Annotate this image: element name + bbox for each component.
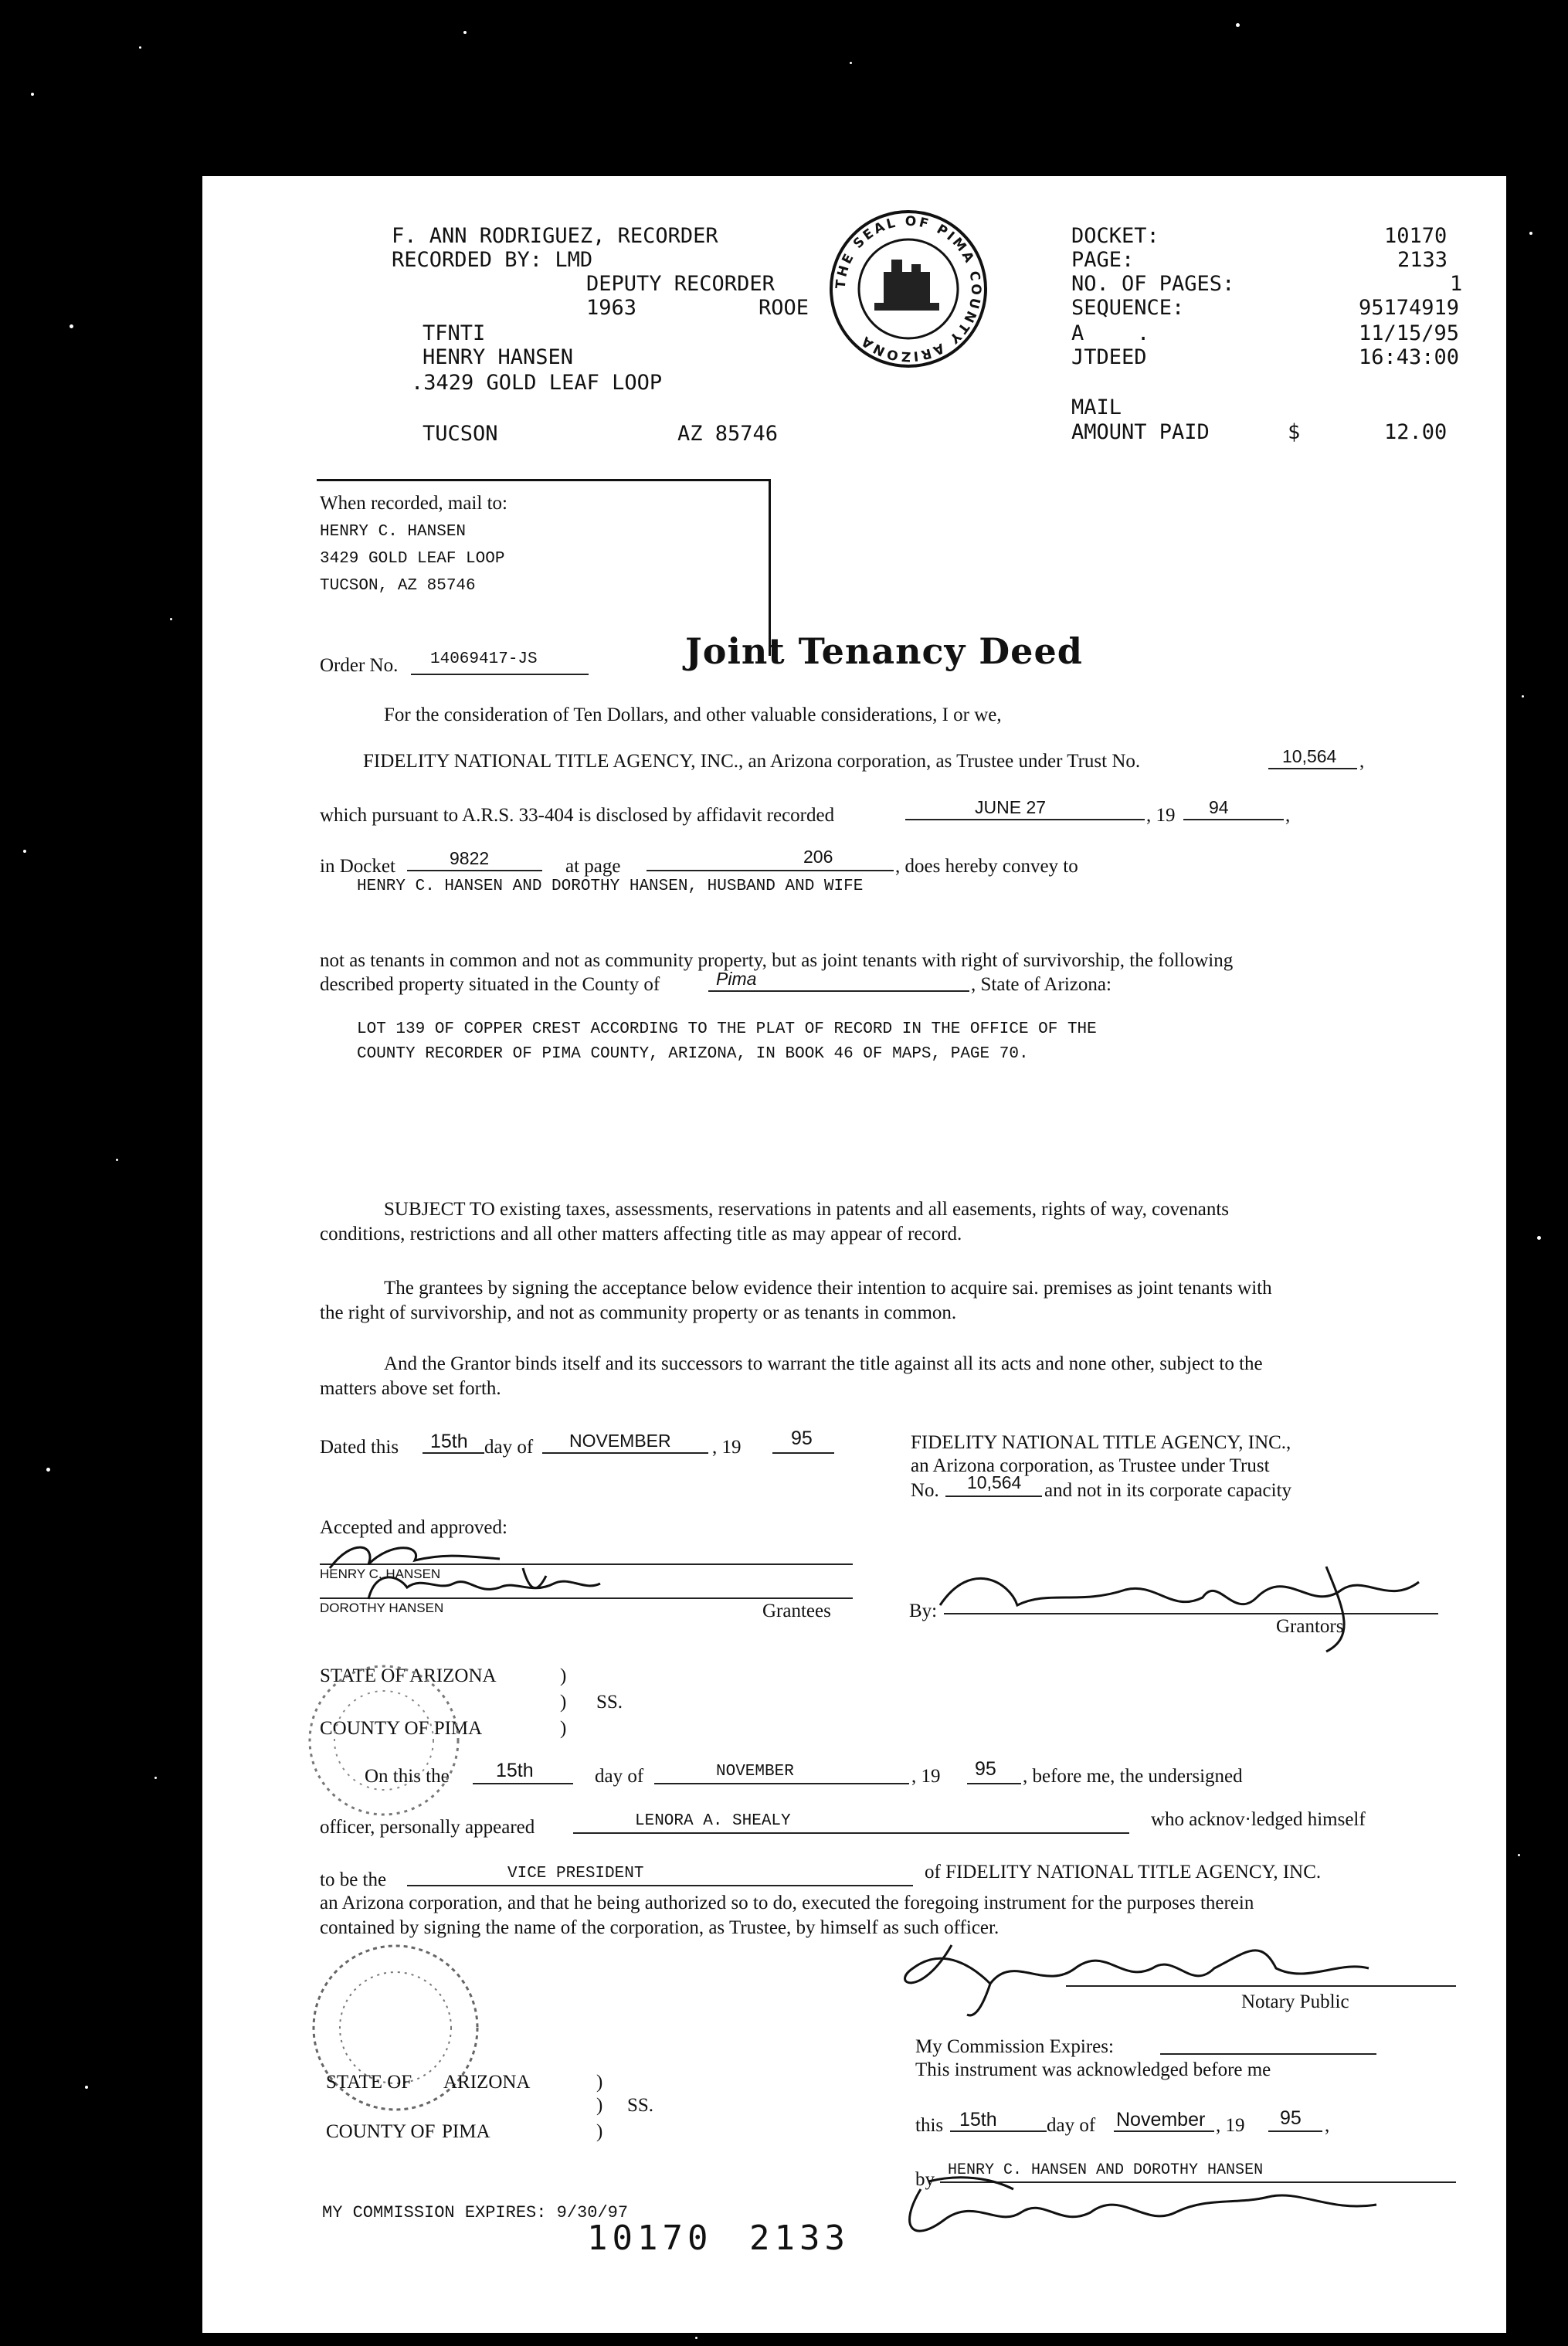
notary2-county-label: COUNTY OF: [326, 2121, 436, 2142]
svg-text:THE SEAL OF PIMA COUNTY ARIZON: THE SEAL OF PIMA COUNTY ARIZONA: [833, 213, 984, 365]
trust-number: 10,564: [1282, 746, 1337, 766]
mail-to-street: 3429 GOLD LEAF LOOP: [320, 550, 505, 568]
notary2-ss: SS.: [627, 2095, 654, 2116]
sequence-label: SEQUENCE:: [1071, 296, 1185, 320]
grantor-block-capacity: and not in its corporate capacity: [1044, 1480, 1292, 1501]
notary-signature-1: [890, 1922, 1446, 2022]
notary1-month: NOVEMBER: [716, 1763, 794, 1781]
order-label: Order No.: [320, 655, 399, 676]
county-name: Pima: [716, 969, 757, 989]
docket-label: DOCKET:: [1071, 224, 1159, 248]
mail-to-name: HENRY C. HANSEN: [320, 523, 467, 541]
party-code: TFNTI: [423, 321, 486, 345]
legal-description-1: LOT 139 OF COPPER CREST ACCORDING TO THE PLAT OF RECORD IN THE OFFICE OF THE: [357, 1020, 1097, 1038]
legal-description-2: COUNTY RECORDER OF PIMA COUNTY, ARIZONA, IN BOOK 46 OF MAPS, PAGE 70.: [357, 1045, 1029, 1063]
a-label: A: [1071, 321, 1084, 345]
party-address: .3429 GOLD LEAF LOOP: [411, 371, 663, 395]
grantor-warrant-2: matters above set forth.: [320, 1378, 501, 1399]
grantor-text: FIDELITY NATIONAL TITLE AGENCY, INC., an Arizona corporation, as Trustee under Trust No.: [363, 751, 1141, 772]
deed-document: F. ANN RODRIGUEZ, RECORDER RECORDED BY: LMD DEPUTY RECORDER 1963 ROOE TFNTI HENRY HANSEN .3429 GOLD LEAF LOOP TUCSON AZ 85746 THE SEAL OF PIMA COUNTY ARIZONA DOCKET: 10170 PAGE: 2133 NO. OF PAGES: 1 SEQUENCE: 95174919 A . 11/15/95 JTDEED 16:43:00 MAIL AMOUNT PAID $ 12.00 When recorded, mail to: HENRY C. HANSEN 3429 GOLD LEAF LOOP TUCSON, AZ 85746 Order No. 14069417-JS Joint Tenancy Deed For the consideration of Ten Dollars, and other valuable considerations, I or we, FIDELITY NATIONAL TITLE AGENCY, INC., an Arizona corporation, as Trustee under Trust No. 10,564 , which pursuant to A.R.S. 33-404 is disclosed by affidavit recorded JUNE 27 , 19 94 , in Docket 9822 at page 206 , does hereby convey to HENRY C. HANSEN AND DOROTHY HANSEN, HUSBAND AND WIFE not as tenants in common and not as community property, but as joint tenants with right of survivorship, the following described property situated in the County of Pima , State of Arizona: LOT 139 OF COPPER CREST ACCORDING TO THE PLAT OF RECORD IN THE OFFICE OF THE COUNTY RECORDER OF PIMA COUNTY, ARIZONA, IN BOOK 46 OF MAPS, PAGE 70. SUBJECT TO existing taxes, assessments, reservations in patents and all easements, rights of way, covenants conditions, restrictions and all other matters affecting title as may appear of record. The grantees by signing the acceptance below evidence their intention to acquire sai. premises as joint tenants with the right of survivorship, and not as community property or as tenants in common. And the Grantor binds itself and its successors to warrant the title against all its acts and none other, subject to the matters above set forth. Dated this 15th day of NOVEMBER , 19 95 FIDELITY NATIONAL TITLE AGENCY, INC., an Arizona corporation, as Trustee under Trust No. 10,564 and not in its corporate capacity Accepted and approved: HENRY C. HANSEN DOROTHY HANSEN Grantees By: Grantors STATE OF ARIZONA ) ) SS. COUNTY OF PIMA ) On this the 15th day of NOVEMBER , 19 95 , before me, the undersigned officer, personally appeared LENORA A. SHEALY who acknov·ledged himself to be the VICE PRESIDENT of FIDELITY NATIONAL TITLE AGENCY, INC. an Arizona corporation, and that he being authorized so to do, executed the foregoing instrument for the purposes therein contained by signing the name of the corporation, as Trustee, by himself as such officer. Notary Public My Commission Expires: STATE OF ARIZONA ) ) SS. COUNTY OF PIMA ) This instrument was acknowledged before me this 15th day of November , 19 95 , by HENRY C. HANSEN AND DOROTHY HANSEN MY COMMISSION EXPIRES: 9/30/97 10170 2133: [202, 176, 1506, 2333]
pages-value: 1: [1450, 272, 1463, 296]
tenants-text-1: not as tenants in common and not as community property, but as joint tenants with right of survivorship, the following: [320, 950, 1234, 971]
record-date: 11/15/95: [1359, 321, 1460, 345]
notary1-state: STATE OF ARIZONA: [320, 1665, 497, 1686]
notary1-ss: SS.: [596, 1692, 623, 1713]
dated-day-of: day of: [484, 1437, 534, 1458]
dated-label: Dated this: [320, 1437, 399, 1458]
notary2-persons: HENRY C. HANSEN AND DOROTHY HANSEN: [948, 2161, 1264, 2179]
notary1-acknowledged: who acknov·ledged himself: [1151, 1809, 1366, 1830]
grantor-block-name: FIDELITY NATIONAL TITLE AGENCY, INC.,: [911, 1432, 1291, 1453]
footer-page: 2133: [749, 2219, 850, 2258]
recorded-date: JUNE 27: [975, 797, 1047, 817]
pursuant-text: which pursuant to A.R.S. 33-404 is disclosed by affidavit recorded: [320, 805, 835, 826]
amount-value: 12.00: [1384, 420, 1448, 444]
recorded-by: RECORDED BY: LMD: [392, 248, 593, 272]
notary-signature-2: [898, 2158, 1438, 2251]
grantors-label: Grantors: [1276, 1616, 1344, 1637]
a-mark: .: [1137, 321, 1150, 345]
notary1-to-be: to be the: [320, 1869, 387, 1890]
footer-docket: 10170: [587, 2219, 713, 2258]
grantor-block-no: No.: [911, 1480, 939, 1501]
page-label: PAGE:: [1071, 248, 1135, 272]
page-number: 206: [803, 847, 833, 867]
mail-to-city: TUCSON, AZ 85746: [320, 577, 476, 595]
consideration-text: For the consideration of Ten Dollars, and other valuable considerations, I or we,: [384, 704, 1002, 725]
accepted-label: Accepted and approved:: [320, 1517, 507, 1538]
notary1-person: LENORA A. SHEALY: [635, 1812, 791, 1830]
notary1-year: 95: [975, 1758, 996, 1780]
at-page-label: at page: [565, 856, 621, 877]
notary1-before: , before me, the undersigned: [1023, 1766, 1243, 1787]
dated-year-prefix: , 19: [712, 1437, 742, 1458]
notary-public-label: Notary Public: [1241, 1991, 1349, 2012]
pages-label: NO. OF PAGES:: [1071, 272, 1235, 296]
notary1-role: VICE PRESIDENT: [507, 1865, 644, 1883]
notary1-text-2: contained by signing the name of the corporation, as Trustee, by himself as such officer.: [320, 1917, 1000, 1938]
year-prefix: , 19: [1146, 805, 1176, 826]
grantor-warrant-1: And the Grantor binds itself and its successors to warrant the title against all its acts and none other, subject to the: [384, 1353, 1263, 1374]
party-city: TUCSON: [423, 422, 498, 446]
notary2-county: PIMA: [442, 2121, 490, 2142]
notary1-county: COUNTY OF PIMA: [320, 1718, 483, 1739]
tenants-text-2: described property situated in the County of: [320, 974, 660, 995]
notary2-by: by: [915, 2169, 935, 2190]
document-title: Joint Tenancy Deed: [685, 630, 1083, 672]
notary1-on-this: On this the: [365, 1766, 450, 1787]
deputy-recorder: DEPUTY RECORDER: [586, 272, 775, 296]
recorded-year: 94: [1209, 797, 1229, 817]
grantee-name-2: DOROTHY HANSEN: [320, 1601, 444, 1615]
order-number: 14069417-JS: [430, 650, 538, 668]
grantee-name-1: HENRY C. HANSEN: [320, 1567, 441, 1581]
dated-month: NOVEMBER: [569, 1431, 671, 1451]
notary1-text-1: an Arizona corporation, and that he being authorized so to do, executed the foregoing instrument for the purposes therein: [320, 1893, 1254, 1913]
grantor-block-corp: an Arizona corporation, as Trustee under Trust: [911, 1455, 1270, 1476]
grantor-trust-number: 10,564: [967, 1472, 1022, 1492]
notary2-state: ARIZONA: [443, 2072, 531, 2093]
page-value: 2133: [1397, 248, 1448, 272]
state-text: , State of Arizona:: [971, 974, 1112, 995]
grantee-signatures: [322, 1522, 647, 1607]
sequence-value: 95174919: [1359, 296, 1460, 320]
notary1-day: 15th: [496, 1760, 534, 1781]
notary1-of: of FIDELITY NATIONAL TITLE AGENCY, INC.: [925, 1862, 1322, 1883]
dated-year: 95: [791, 1428, 813, 1449]
notary2-day: 15th: [959, 2109, 997, 2130]
recorder-name: F. ANN RODRIGUEZ, RECORDER: [392, 224, 718, 248]
notary2-day-of: day of: [1047, 2115, 1096, 2136]
mail-label: MAIL: [1071, 396, 1122, 419]
grantees-intent-2: the right of survivorship, and not as community property or as tenants in common.: [320, 1302, 957, 1323]
subject-to-1: SUBJECT TO existing taxes, assessments, reservations in patents and all easements, rights of way, covenants: [384, 1199, 1230, 1220]
notary2-year-prefix: , 19: [1216, 2115, 1245, 2136]
amount-label: AMOUNT PAID: [1071, 420, 1210, 444]
grantor-by-label: By:: [909, 1601, 938, 1621]
dated-day: 15th: [430, 1431, 468, 1452]
notary2-year: 95: [1280, 2107, 1302, 2129]
docket-number: 9822: [450, 848, 490, 868]
grantees-names: HENRY C. HANSEN AND DOROTHY HANSEN, HUSBAND AND WIFE: [357, 878, 864, 895]
grantees-label: Grantees: [762, 1601, 831, 1621]
docket-value: 10170: [1384, 224, 1448, 248]
recorder-code: 1963: [586, 296, 637, 320]
notary2-state-label: STATE OF: [326, 2072, 412, 2093]
record-time: 16:43:00: [1359, 345, 1460, 369]
notary1-year-prefix: , 19: [911, 1766, 941, 1787]
grantees-intent-1: The grantees by signing the acceptance below evidence their intention to acquire sai. premises as joint tenants with: [384, 1278, 1272, 1299]
currency: $: [1288, 420, 1301, 444]
notary-seal-1-icon: [303, 1659, 465, 1821]
notary2-month: November: [1116, 2109, 1206, 2130]
party-state-zip: AZ 85746: [677, 422, 779, 446]
subject-to-2: conditions, restrictions and all other matters affecting title as may appear of record.: [320, 1224, 962, 1244]
notary2-commission: MY COMMISSION EXPIRES: 9/30/97: [322, 2203, 629, 2222]
grantor-signature: [925, 1543, 1450, 1659]
record-type: JTDEED: [1071, 345, 1147, 369]
notary1-day-of: day of: [595, 1766, 644, 1787]
county-seal-icon: [828, 209, 989, 369]
notary1-officer: officer, personally appeared: [320, 1817, 535, 1838]
notary1-commission: My Commission Expires:: [915, 2036, 1114, 2057]
recorder-code-2: ROOE: [759, 296, 809, 320]
mail-to-label: When recorded, mail to:: [320, 493, 507, 514]
convey-text: , does hereby convey to: [895, 856, 1078, 877]
notary2-this: this: [915, 2115, 944, 2136]
party-name: HENRY HANSEN: [423, 345, 574, 369]
in-docket-label: in Docket: [320, 856, 395, 877]
notary2-ack: This instrument was acknowledged before me: [915, 2059, 1271, 2080]
